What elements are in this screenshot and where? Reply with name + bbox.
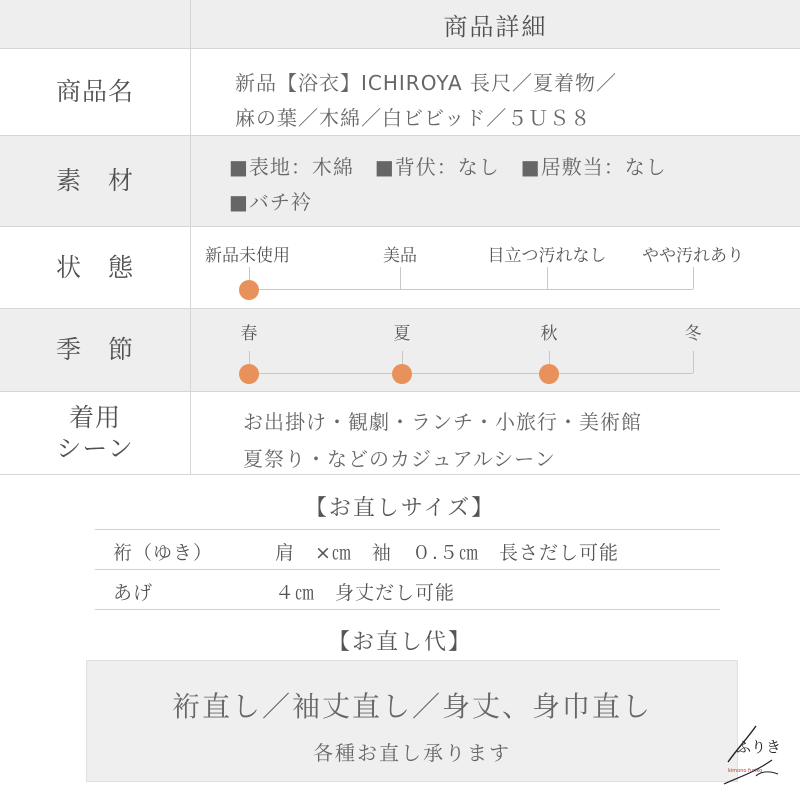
- size-row-yuki: [95, 529, 720, 570]
- material-value: [191, 136, 800, 226]
- season-selected-dot: [239, 364, 259, 384]
- size-value-yuki: 肩 ×㎝ 袖 ０.５㎝ 長さだし可能: [275, 542, 619, 564]
- condition-level-label: 美品: [383, 246, 417, 266]
- condition-row: [0, 227, 800, 309]
- product-name-value: [191, 49, 800, 135]
- season-selected-dot: [539, 364, 559, 384]
- condition-selected-dot: [239, 280, 259, 300]
- condition-level-label: 新品未使用: [205, 246, 290, 266]
- material-label: 素 材: [0, 136, 191, 226]
- header-blank-cell: [0, 0, 191, 48]
- season-level-label: 夏: [393, 324, 411, 344]
- product-name-line-1: 新品【浴衣】ICHIROYA 長尺／夏着物／: [235, 71, 618, 95]
- material-row: [0, 136, 800, 227]
- size-row-age: [95, 570, 720, 610]
- condition-scale-tick: [693, 267, 694, 289]
- season-row: [0, 309, 800, 392]
- occasion-line-1: お出掛け・観劇・ランチ・小旅行・美術館: [243, 410, 642, 434]
- size-label-yuki: 裄（ゆき）: [113, 542, 214, 564]
- material-line-1: ■表地：木綿 ■背伏：なし ■居敷当：なし: [229, 155, 667, 179]
- occasion-value: [191, 392, 800, 474]
- size-value-age: ４㎝ 身丈だし可能: [275, 582, 456, 604]
- occasion-label-line-1: 着用: [68, 402, 121, 432]
- condition-label: 状 態: [0, 227, 191, 308]
- product-name-row: [0, 49, 800, 136]
- header-row: [0, 0, 800, 49]
- section-title-product-detail: 商品詳細: [443, 12, 548, 41]
- product-name-line-2: 麻の葉／木綿／白ビビッド／５ＵＳ８: [235, 106, 592, 130]
- season-level-label: 秋: [540, 324, 558, 344]
- size-label-age: あげ: [113, 582, 154, 604]
- brand-logo-mark: [716, 718, 786, 788]
- occasion-row: [0, 392, 800, 475]
- condition-scale-line: [249, 289, 693, 290]
- brand-logo: [716, 718, 786, 788]
- occasion-label: [0, 392, 191, 474]
- condition-scale-tick: [400, 267, 401, 289]
- condition-level-label: 目立つ汚れなし: [487, 246, 607, 266]
- product-name-label: 商品名: [0, 49, 191, 135]
- alteration-fee-box: [86, 660, 738, 782]
- season-label: 季 節: [0, 309, 191, 391]
- alteration-size-title: 【お直しサイズ】: [304, 496, 496, 521]
- alteration-fee-title: 【お直し代】: [327, 630, 472, 655]
- logo-kana: ふりき: [736, 738, 782, 756]
- alteration-fee-sub: 各種お直し承ります: [313, 741, 511, 765]
- material-line-2: ■バチ衿: [229, 190, 312, 214]
- condition-level-label: やや汚れあり: [642, 246, 744, 266]
- season-scale-line: [249, 373, 693, 374]
- season-scale: [191, 309, 800, 391]
- season-level-label: 冬: [684, 324, 702, 344]
- condition-scale: [191, 227, 800, 308]
- alteration-fee-main: 裄直し／袖丈直し／身丈、身巾直し: [171, 690, 652, 723]
- season-selected-dot: [392, 364, 412, 384]
- occasion-label-line-2: シーン: [56, 434, 134, 463]
- occasion-line-2: 夏祭り・などのカジュアルシーン: [243, 447, 556, 471]
- season-scale-tick: [693, 351, 694, 373]
- logo-text: kimono furiko: [728, 768, 763, 774]
- condition-scale-tick: [547, 267, 548, 289]
- season-level-label: 春: [240, 324, 258, 344]
